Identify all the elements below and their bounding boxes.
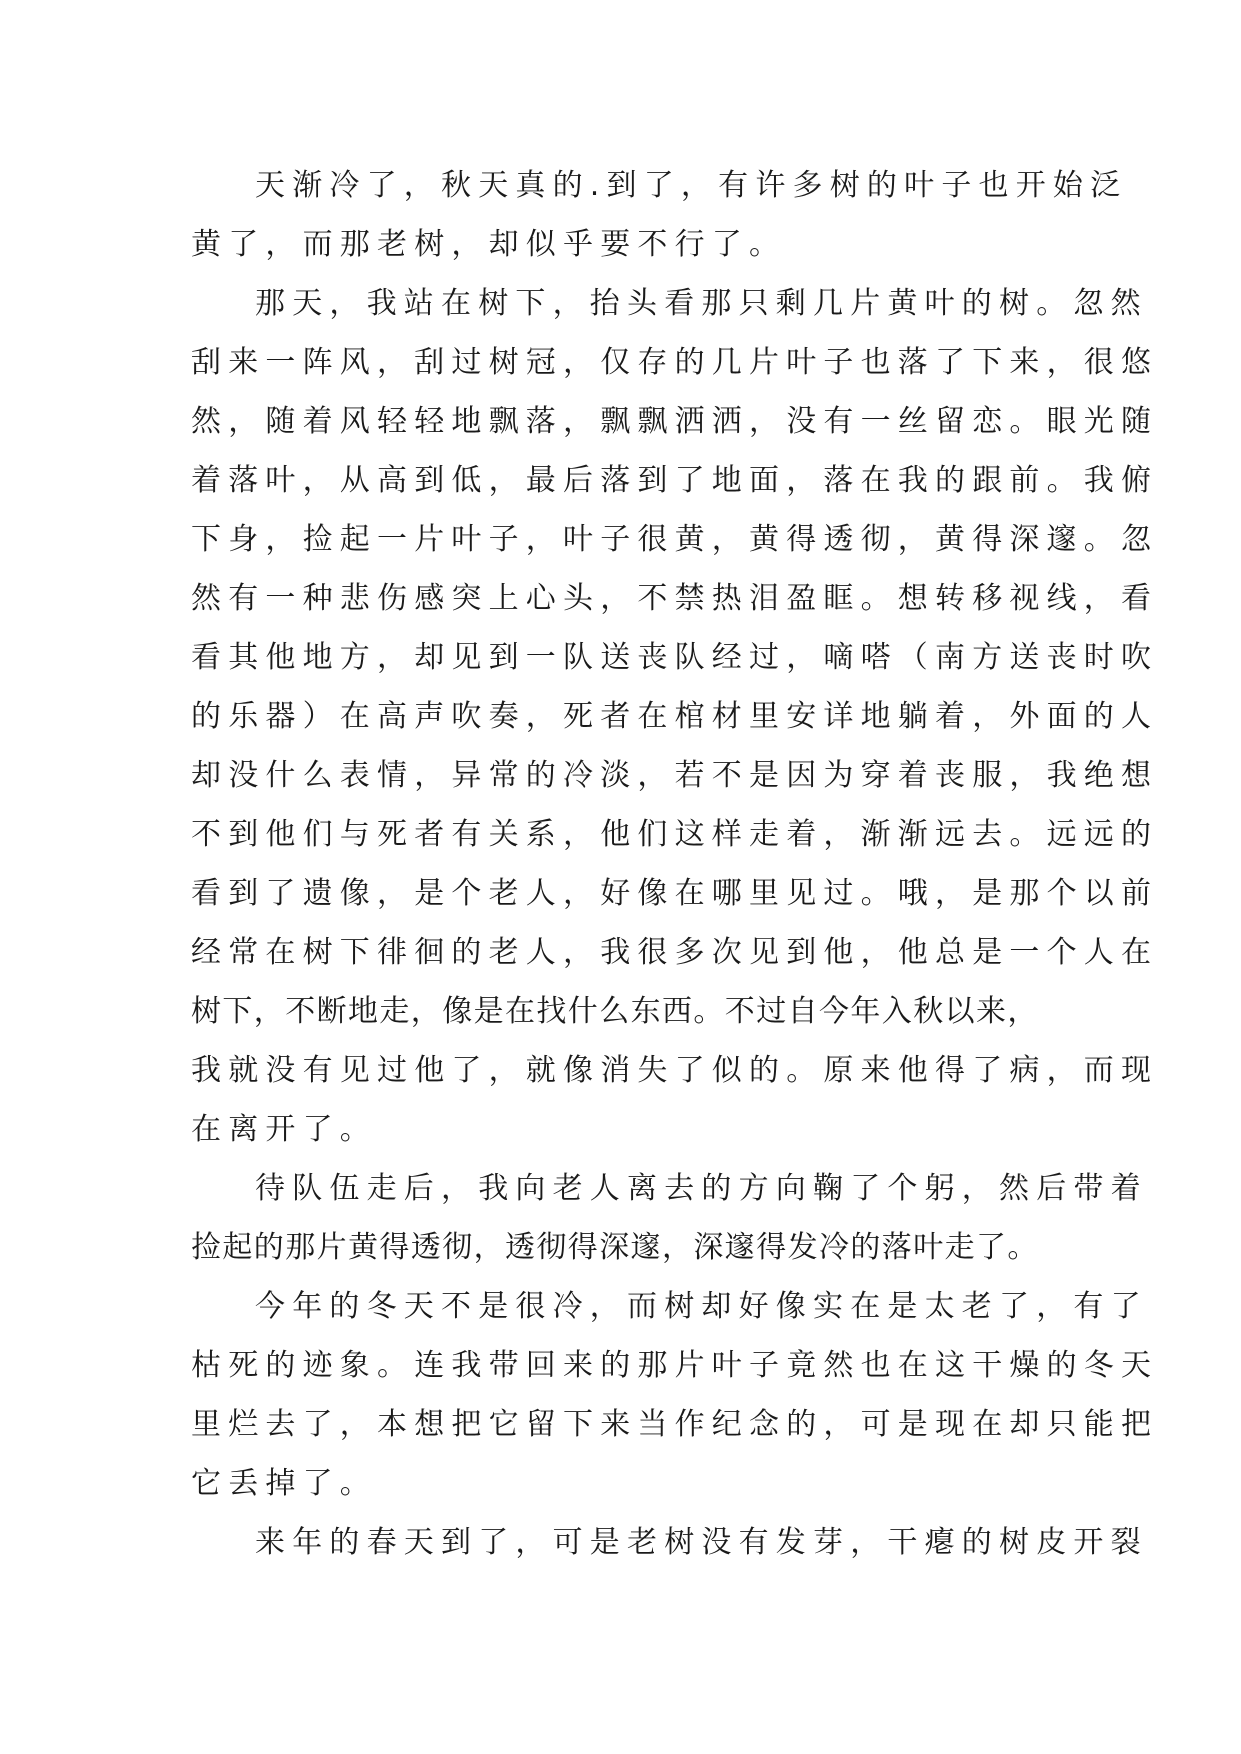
text-line: 不到他们与死者有关系，他们这样走着，渐渐远去。远远的 [191, 817, 1159, 852]
text-line: 看到了遗像，是个老人，好像在哪里见过。哦，是那个以前 [191, 876, 1159, 911]
text-line: 树下，不断地走，像是在找什么东西。不过自今年入秋以来， [191, 994, 1039, 1029]
text-line: 来年的春天到了，可是老树没有发芽，干瘪的树皮开裂 [255, 1525, 1148, 1560]
text-line: 然，随着风轻轻地飘落，飘飘洒洒，没有一丝留恋。眼光随 [191, 404, 1159, 439]
paragraph [191, 1159, 1148, 1277]
text-line: 待队伍走后，我向老人离去的方向鞠了个躬，然后带着 [255, 1171, 1148, 1206]
text-line: 我就没有见过他了，就像消失了似的。原来他得了病，而现 [191, 1053, 1159, 1088]
text-line: 刮来一阵风，刮过树冠，仅存的几片叶子也落了下来，很悠 [191, 345, 1159, 380]
text-line: 枯死的迹象。连我带回来的那片叶子竟然也在这干燥的冬天 [191, 1348, 1159, 1383]
paragraph [191, 274, 1159, 1159]
text-line: 捡起的那片黄得透彻，透彻得深邃，深邃得发冷的落叶走了。 [191, 1230, 1039, 1265]
paragraph [191, 156, 1128, 274]
text-line: 在离开了。 [191, 1112, 377, 1147]
text-line: 它丢掉了。 [191, 1466, 377, 1501]
text-line: 看其他地方，却见到一队送丧队经过，嘀嗒（南方送丧时吹 [191, 640, 1159, 675]
text-line: 今年的冬天不是很冷，而树却好像实在是太老了，有了 [255, 1289, 1148, 1324]
text-line: 经常在树下徘徊的老人，我很多次见到他，他总是一个人在 [191, 935, 1159, 970]
text-line: 黄了，而那老树，却似乎要不行了。 [191, 227, 787, 262]
text-line: 里烂去了，本想把它留下来当作纪念的，可是现在却只能把 [191, 1407, 1159, 1442]
text-line: 的乐器）在高声吹奏，死者在棺材里安详地躺着，外面的人 [191, 699, 1159, 734]
paragraph [191, 1513, 1148, 1572]
text-line: 却没什么表情，异常的冷淡，若不是因为穿着丧服，我绝想 [191, 758, 1159, 793]
text-line: 然有一种悲伤感突上心头，不禁热泪盈眶。想转移视线，看 [191, 581, 1159, 616]
essay-body [191, 156, 1159, 1572]
text-line: 着落叶，从高到低，最后落到了地面，落在我的跟前。我俯 [191, 463, 1159, 498]
text-line: 下身，捡起一片叶子，叶子很黄，黄得透彻，黄得深邃。忽 [191, 522, 1159, 557]
text-line: 那天，我站在树下，抬头看那只剩几片黄叶的树。忽然 [255, 286, 1148, 321]
paragraph [191, 1277, 1159, 1513]
text-line: 天渐冷了，秋天真的.到了，有许多树的叶子也开始泛 [255, 168, 1128, 203]
